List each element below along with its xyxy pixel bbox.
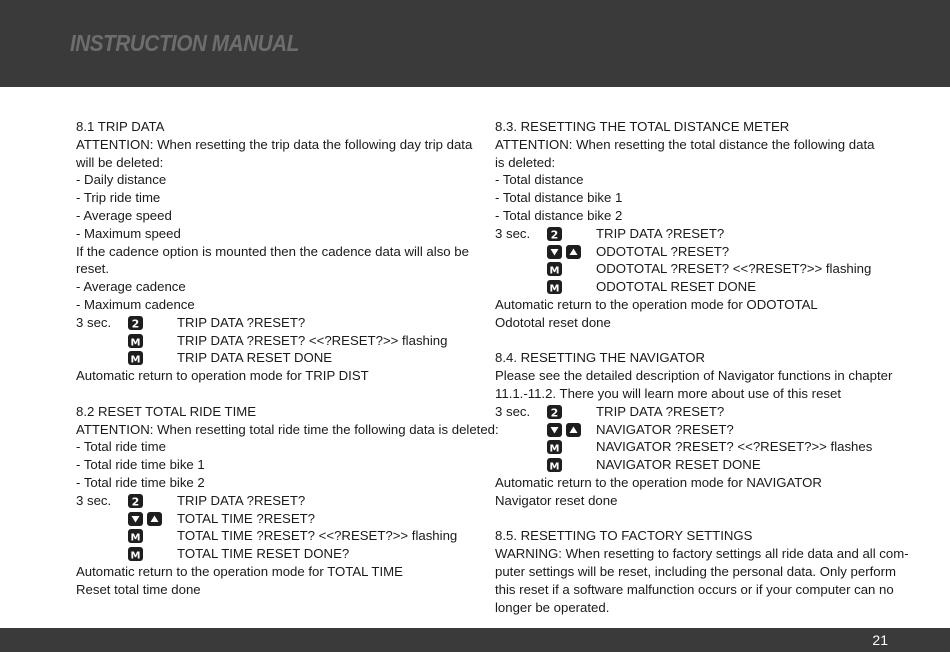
attention-text: ATTENTION: When resetting the total distance the following data is deleted: [495,136,875,170]
svg-text:M: M [130,532,141,544]
step-text: NAVIGATOR ?RESET? <<?RESET?>> flashes [596,439,873,455]
page-number: 21 [872,632,888,648]
step-row [495,225,887,243]
list-item: - Average speed [76,207,172,223]
section-heading: 8.1 TRIP DATA [76,119,165,134]
step-row [495,243,887,261]
step-text: ODOTOTAL RESET DONE [596,279,756,295]
warning-text: puter settings will be reset, including the personal data. Only perform [495,563,896,579]
step-text: TRIP DATA RESET DONE [177,350,333,366]
button-m-icon [128,334,143,348]
section-footer: Odototal reset done [495,314,611,330]
step-text: TOTAL TIME ?RESET? [177,510,316,526]
arrow-up-icon [566,245,581,259]
step-row [76,314,476,332]
section-heading: 8.4. RESETTING THE NAVIGATOR [495,350,706,366]
svg-text:M: M [549,443,560,455]
button-2-icon [547,227,562,241]
list-item: - Average cadence [76,279,186,295]
button-2-icon [128,494,143,508]
hold-duration: 3 sec. [76,492,112,508]
manual-title: INSTRUCTION MANUAL [70,30,299,56]
section-footer: Reset total time done [76,581,201,597]
button-m-icon [128,351,143,365]
svg-text:2: 2 [131,317,140,330]
list-item: - Total ride time bike 2 [76,474,205,490]
step-row [76,332,476,350]
list-item: - Total distance bike 1 [495,190,623,206]
step-text: ODOTOTAL ?RESET? [596,243,730,259]
header-bar [0,0,950,87]
section-footer: Automatic return to the operation mode for TOTAL TIME [76,563,403,579]
step-text: NAVIGATOR ?RESET? [596,421,734,437]
button-2-icon [547,405,562,419]
step-text: TRIP DATA ?RESET? [177,314,306,330]
step-row [76,527,476,545]
list-item: - Daily distance [76,172,167,188]
svg-text:M: M [130,337,141,348]
svg-text:2: 2 [550,406,559,419]
list-item: - Total ride time [76,439,166,455]
section-heading: 8.5. RESETTING TO FACTORY SETTINGS [495,528,753,544]
list-item: - Total distance bike 2 [495,207,623,223]
step-row [495,456,887,474]
description-text: 11.1.-11.2. There you will learn more about use of this reset [495,385,841,401]
list-item: - Total ride time bike 1 [76,457,205,473]
svg-text:M: M [549,461,560,473]
left-column [76,118,499,599]
warning-text: longer be operated. [495,599,610,615]
section-footer: Automatic return to the operation mode for ODOTOTAL [495,296,818,312]
svg-text:2: 2 [550,228,559,241]
warning-text: this reset if a software malfunction occurs or if your computer can no [495,581,894,597]
step-row [76,492,476,510]
section-heading: 8.3. RESETTING THE TOTAL DISTANCE METER [495,119,790,134]
step-row [495,278,887,296]
step-text: TOTAL TIME ?RESET? <<?RESET?>> flashing [177,528,458,544]
step-text: TRIP DATA ?RESET? [596,225,725,241]
section-footer: Automatic return to operation mode for TRIP DIST [76,368,369,384]
step-row [495,438,887,456]
warning-text: WARNING: When resetting to factory settings all ride data and all com- [495,546,909,562]
hold-duration: 3 sec. [495,403,531,419]
svg-text:M: M [549,265,560,277]
attention-text: ATTENTION: When resetting total ride time the following data is deleted: [76,421,499,437]
step-row [495,403,887,421]
footer-bar [0,628,950,652]
step-text: ODOTOTAL ?RESET? <<?RESET?>> flashing [596,261,872,277]
list-item: - Maximum speed [76,225,181,241]
step-text: TRIP DATA ?RESET? [177,492,306,508]
step-text: TRIP DATA ?RESET? <<?RESET?>> flashing [177,332,448,348]
svg-text:M: M [130,354,141,366]
step-text: TRIP DATA ?RESET? [596,403,725,419]
description-text: Please see the detailed description of Navigator functions in chapter [495,368,893,384]
button-m-icon [547,440,562,454]
step-row [76,510,476,528]
svg-text:M: M [549,283,560,295]
step-row [495,260,887,278]
button-m-icon [128,529,143,543]
step-row [76,349,476,367]
button-2-icon [128,316,143,330]
attention-text: ATTENTION: When resetting the trip data the following day trip data will be deleted: [76,136,473,170]
button-m-icon [547,262,562,276]
arrow-up-icon [566,423,581,437]
cadence-note: If the cadence option is mounted then the cadence data will also be reset. [76,243,469,277]
list-item: - Maximum cadence [76,296,195,312]
hold-duration: 3 sec. [76,314,112,330]
button-m-icon [547,280,562,294]
list-item: - Trip ride time [76,190,161,206]
svg-text:2: 2 [131,495,140,508]
arrow-down-icon [547,245,562,259]
section-footer: Automatic return to the operation mode for NAVIGATOR [495,474,822,490]
right-column [495,118,909,616]
arrow-down-icon [128,512,143,526]
arrow-down-icon [547,423,562,437]
arrow-up-icon [147,512,162,526]
button-m-icon [128,547,143,561]
step-text: NAVIGATOR RESET DONE [596,457,761,473]
list-item: - Total distance [495,172,584,188]
section-heading: 8.2 RESET TOTAL RIDE TIME [76,403,257,419]
step-text: TOTAL TIME RESET DONE? [177,546,350,562]
step-row [76,545,476,563]
button-m-icon [547,458,562,472]
step-row [495,421,887,439]
section-footer: Navigator reset done [495,492,618,508]
hold-duration: 3 sec. [495,225,531,241]
svg-text:M: M [130,550,141,562]
